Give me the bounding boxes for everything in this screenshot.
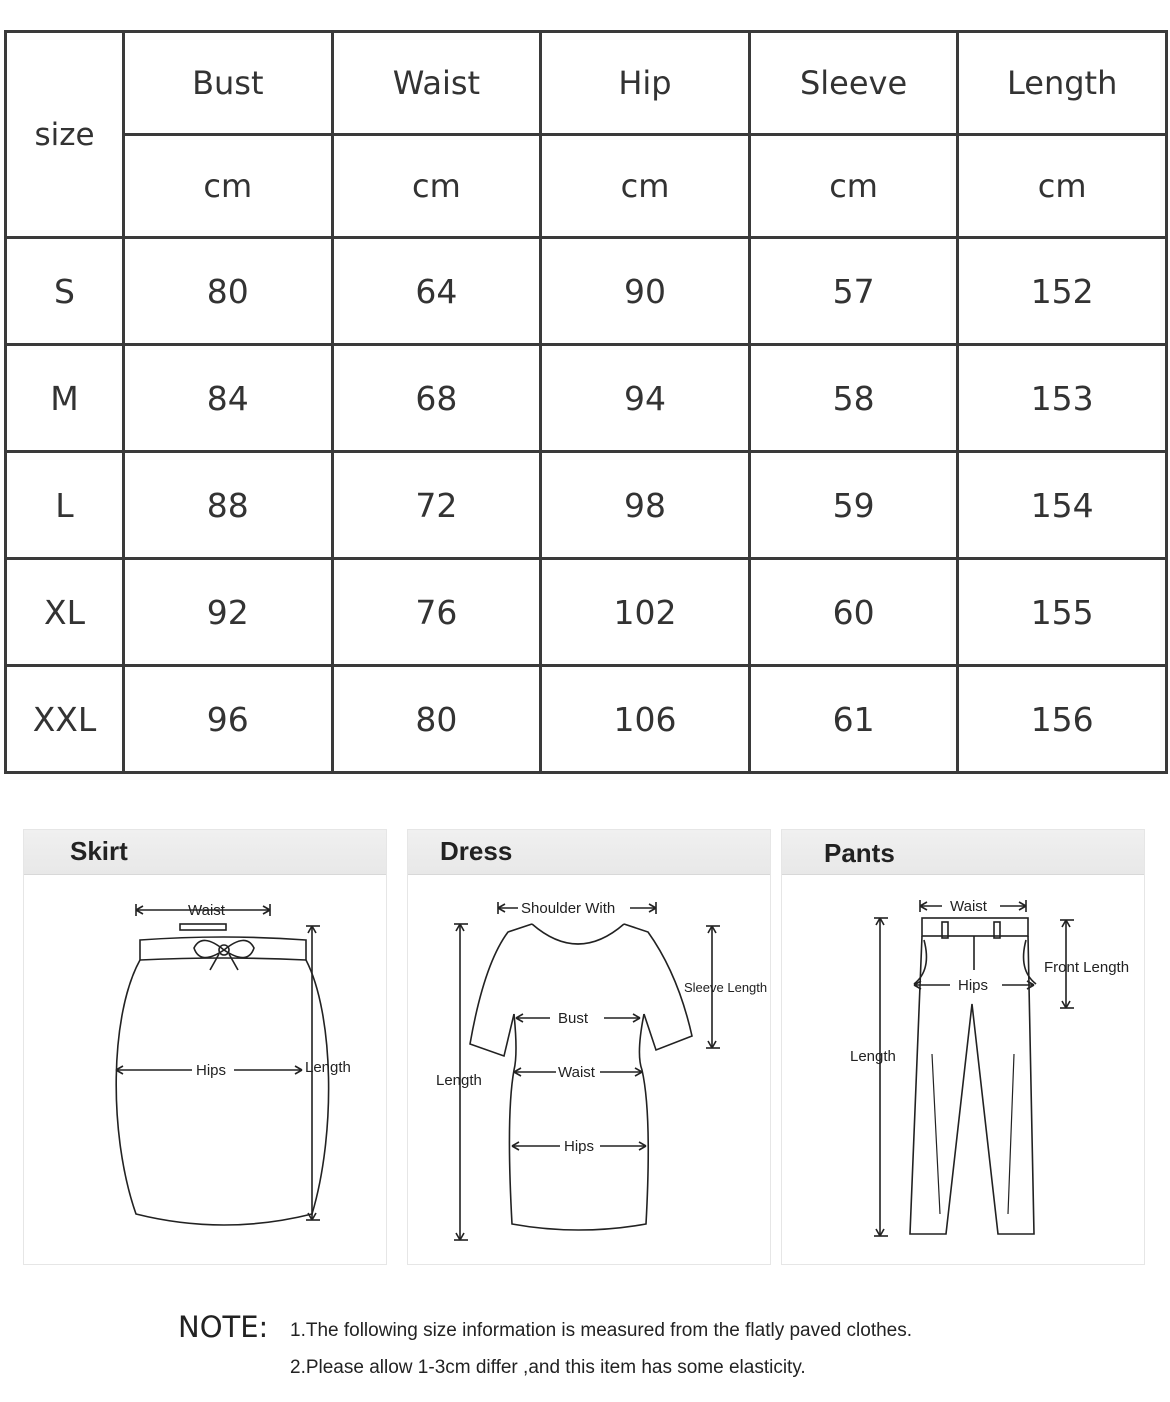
- value-cell: 60: [749, 559, 958, 666]
- value-cell: 106: [541, 666, 750, 773]
- pants-front-length-label: Front Length: [1044, 959, 1130, 976]
- size-header: size: [6, 32, 124, 238]
- skirt-diagram: [24, 874, 386, 1264]
- unit-cell: cm: [749, 135, 958, 238]
- size-cell: M: [6, 345, 124, 452]
- dress-shoulder-label: Shoulder With: [521, 900, 616, 917]
- panel-title: Pants: [824, 838, 895, 868]
- dress-panel: [408, 830, 770, 1264]
- skirt-panel: [24, 830, 386, 1264]
- value-cell: 76: [332, 559, 541, 666]
- value-cell: 156: [958, 666, 1167, 773]
- skirt-length-label: Length: [305, 1059, 351, 1076]
- table-row: [6, 345, 1167, 452]
- pants-panel: [782, 830, 1144, 1264]
- unit-cell: cm: [332, 135, 541, 238]
- value-cell: 152: [958, 238, 1167, 345]
- size-cell: XXL: [6, 666, 124, 773]
- value-cell: 98: [541, 452, 750, 559]
- unit-cell: cm: [541, 135, 750, 238]
- value-cell: 154: [958, 452, 1167, 559]
- note-line-2: 2.Please allow 1-3cm differ ,and this item has some elasticity.: [290, 1357, 806, 1378]
- dress-diagram: [408, 874, 770, 1264]
- pants-hips-label: Hips: [958, 977, 989, 994]
- value-cell: 72: [332, 452, 541, 559]
- unit-row: [6, 135, 1167, 238]
- size-cell: L: [6, 452, 124, 559]
- table-row: [6, 452, 1167, 559]
- value-cell: 57: [749, 238, 958, 345]
- dress-waist-label: Waist: [558, 1064, 595, 1081]
- table-row: [6, 666, 1167, 773]
- header-hip: Hip: [541, 32, 750, 135]
- unit-cell: cm: [124, 135, 333, 238]
- value-cell: 59: [749, 452, 958, 559]
- size-chart-table: [4, 30, 1168, 774]
- value-cell: 64: [332, 238, 541, 345]
- pants-waist-label: Waist: [950, 898, 987, 915]
- size-cell: S: [6, 238, 124, 345]
- value-cell: 80: [332, 666, 541, 773]
- value-cell: 96: [124, 666, 333, 773]
- value-cell: 68: [332, 345, 541, 452]
- dress-hips-label: Hips: [564, 1138, 595, 1155]
- value-cell: 88: [124, 452, 333, 559]
- pants-diagram: [782, 874, 1144, 1264]
- unit-cell: cm: [958, 135, 1167, 238]
- size-cell: XL: [6, 559, 124, 666]
- header-bust: Bust: [124, 32, 333, 135]
- panel-header: [24, 830, 386, 875]
- value-cell: 153: [958, 345, 1167, 452]
- value-cell: 80: [124, 238, 333, 345]
- header-waist: Waist: [332, 32, 541, 135]
- skirt-waist-label: Waist: [188, 902, 225, 919]
- panel-title: Skirt: [70, 836, 128, 866]
- table-row: [6, 238, 1167, 345]
- header-row: [6, 32, 1167, 135]
- table-row: [6, 559, 1167, 666]
- dress-bust-label: Bust: [558, 1010, 589, 1027]
- panel-title: Dress: [440, 836, 513, 866]
- note-label: NOTE:: [178, 1310, 269, 1344]
- dress-length-label: Length: [436, 1072, 482, 1089]
- dress-sleeve-label: Sleeve Length: [684, 980, 768, 995]
- value-cell: 84: [124, 345, 333, 452]
- pants-length-label: Length: [850, 1048, 896, 1065]
- header-sleeve: Sleeve: [749, 32, 958, 135]
- note-line-1: 1.The following size information is measured from the flatly paved clothes.: [290, 1320, 913, 1341]
- value-cell: 92: [124, 559, 333, 666]
- header-length: Length: [958, 32, 1167, 135]
- value-cell: 61: [749, 666, 958, 773]
- skirt-hips-label: Hips: [196, 1062, 227, 1079]
- value-cell: 58: [749, 345, 958, 452]
- value-cell: 102: [541, 559, 750, 666]
- panel-header: [408, 830, 770, 875]
- value-cell: 90: [541, 238, 750, 345]
- panel-header: [782, 830, 1144, 875]
- value-cell: 94: [541, 345, 750, 452]
- value-cell: 155: [958, 559, 1167, 666]
